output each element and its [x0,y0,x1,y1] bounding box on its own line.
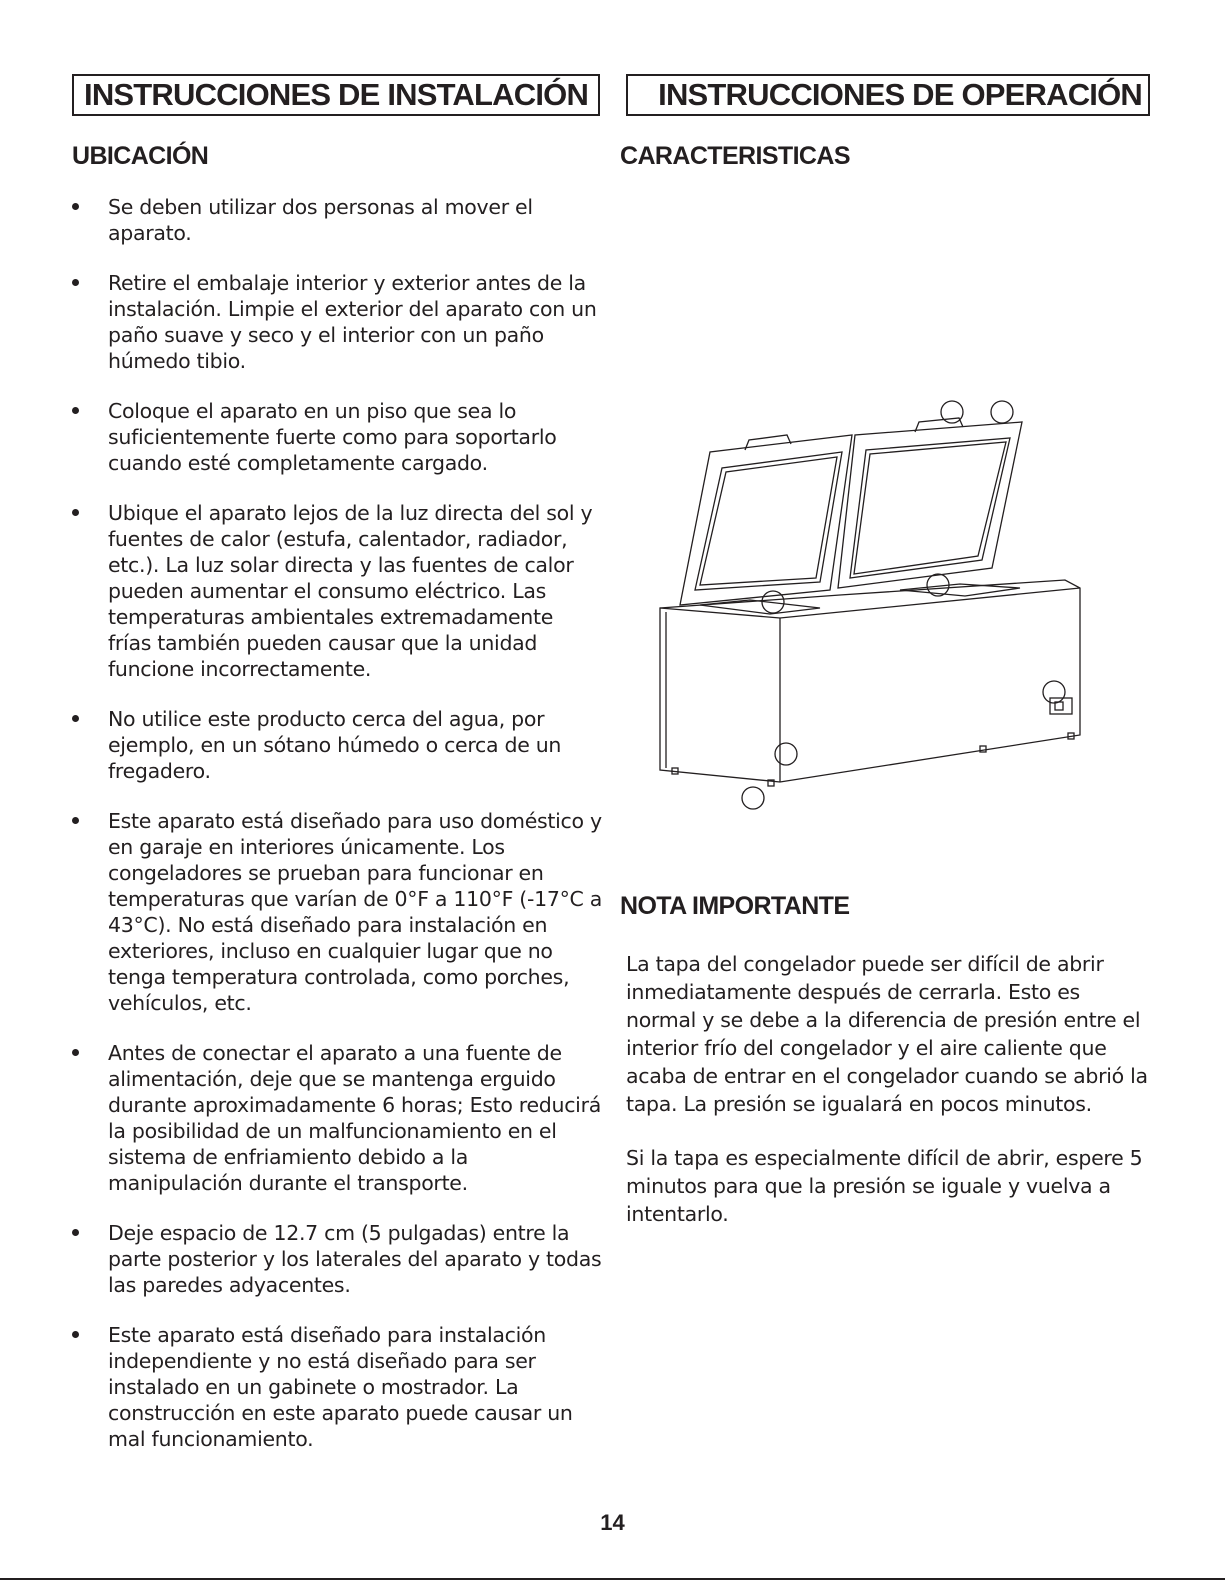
callout-circle [1043,681,1065,703]
bullet-icon [72,1049,79,1056]
list-item: Se deben utilizar dos personas al mover el aparato. [72,194,602,246]
list-item: Este aparato está diseñado para uso doméstico y en garaje en interiores únicamente. Los congeladores se prueban para funcionar en temperaturas que varían de 0°F a 110°F (-17°C a 43°C). No está diseñado para instalación en exteriores, incluso en cualquier lugar que no tenga temperatura controlada, como porches, vehículos, etc. [72,808,602,1016]
chest-freezer-illustration [640,390,1100,820]
list-item: No utilice este producto cerca del agua, por ejemplo, en un sótano húmedo o cerca de un fregadero. [72,706,602,784]
bullet-icon [72,203,79,210]
callout-circle [742,787,764,809]
list-item: Antes de conectar el aparato a una fuente de alimentación, deje que se mantenga erguido durante aproximadamente 6 horas; Esto reducirá la posibilidad de un malfuncionamiento en el sistema de enfriamiento debido a la manipulación durante el transporte. [72,1040,602,1196]
note-paragraph: Si la tapa es especialmente difícil de abrir, espere 5 minutos para que la presión se iguale y vuelva a intentarlo. [626,1146,1143,1226]
bullet-icon [72,407,79,414]
bullet-icon [72,715,79,722]
important-note-subheading: NOTA IMPORTANTE [620,892,850,920]
location-subheading: UBICACIÓN [72,142,209,170]
bullet-icon [72,279,79,286]
list-item: Retire el embalaje interior y exterior antes de la instalación. Limpie el exterior del aparato con un paño suave y seco y el interior con un paño húmedo tibio. [72,270,602,374]
bottom-divider [0,1578,1225,1580]
note-paragraph: La tapa del congelador puede ser difícil de abrir inmediatamente después de cerrarla. Esto es normal y se debe a la diferencia de presión entre el interior frío del congelador y el aire caliente que acaba de entrar en el congelador cuando se abrió la tapa. La presión se igualará en pocos minutos. [626,952,1148,1116]
bullet-icon [72,1331,79,1338]
features-subheading: CARACTERISTICAS [620,142,850,170]
bullet-icon [72,1229,79,1236]
operation-header: INSTRUCCIONES DE OPERACIÓN [626,74,1150,116]
installation-header: INSTRUCCIONES DE INSTALACIÓN [72,74,600,116]
list-item: Este aparato está diseñado para instalación independiente y no está diseñado para ser instalado en un gabinete o mostrador. La construcción en este aparato puede causar un mal funcionamiento. [72,1322,602,1452]
bullet-icon [72,817,79,824]
callout-circle [775,743,797,765]
callout-circle [991,401,1013,423]
page-number: 14 [600,1510,625,1535]
location-bullet-list [72,194,602,1476]
list-item: Deje espacio de 12.7 cm (5 pulgadas) entre la parte posterior y los laterales del aparato y todas las paredes adyacentes. [72,1220,602,1298]
bullet-icon [72,509,79,516]
list-item: Coloque el aparato en un piso que sea lo suficientemente fuerte como para soportarlo cuando esté completamente cargado. [72,398,602,476]
list-item: Ubique el aparato lejos de la luz directa del sol y fuentes de calor (estufa, calentador, radiador, etc.). La luz solar directa y las fuentes de calor pueden aumentar el consumo eléctrico. Las temperaturas ambientales extremadamente frías también pueden causar que la unidad funcione incorrectamente. [72,500,602,682]
